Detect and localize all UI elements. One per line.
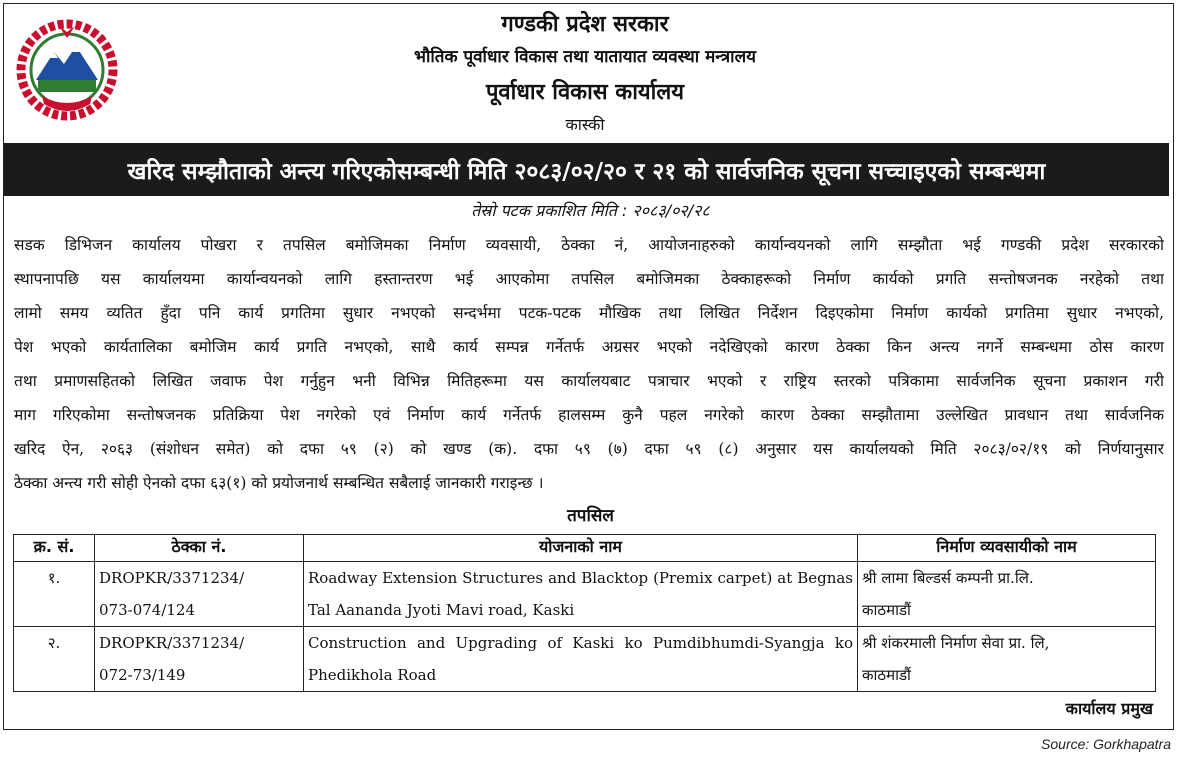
schedule-title: तपसिल — [567, 506, 614, 526]
source-credit: Source: Gorkhapatra — [1041, 736, 1171, 752]
col-contractor-name: निर्माण व्यवसायीको नाम — [858, 535, 1156, 562]
contract-no-part: 072-73/149 — [99, 666, 186, 684]
published-date: तेस्रो पटक प्रकाशित मिति : २०८३/०२/२८ — [471, 201, 710, 220]
row-contract-no — [95, 562, 304, 627]
row-serial: २. — [14, 627, 95, 692]
notice-title: खरिद सम्झौताको अन्त्य गरिएकोसम्बन्धी मिति २०८३/०२/२० र २१ को सार्वजनिक सूचना सच्चाइएको सम्बन्धमा — [127, 158, 1046, 185]
body-line: तथा प्रमाणसहितको लिखित जवाफ पेश गर्नुहुन भनी विभिन्न मितिहरूमा यस कार्यालयबाट पत्राचार भएको र राष्ट्रिय स्तरको पत्रिकामा सार्वजनिक सूचना प्रकाशन गरी — [14, 372, 1164, 390]
schedule-table — [13, 534, 1156, 692]
header-office: पूर्वाधार विकास कार्यालय — [485, 80, 685, 105]
contractor-city: काठमाडौं — [862, 601, 911, 619]
row-project-name: Roadway Extension Structures and Blacktop (Premix carpet) at Begnas Tal Aananda Jyoti Mavi road, Kaski — [304, 562, 858, 627]
body-line: सडक डिभिजन कार्यालय पोखरा र तपसिल बमोजिमका निर्माण व्यवसायी, ठेक्का नं, आयोजनाहरुको कार्यान्वयनको लागि सम्झौता भई गण्डकी प्रदेश सरकारको — [14, 236, 1164, 254]
col-project-name: योजनाको नाम — [304, 535, 858, 562]
gandaki-province-emblem-icon — [14, 18, 120, 128]
header-district: कास्की — [565, 115, 605, 134]
body-line: खरिद ऐन, २०६३ (संशोधन समेत) को दफा ५९ (२) को खण्ड (क). दफा ५९ (७) दफा ५९ (८) अनुसार यस कार्यालयको मिति २०८३/०२/१९ को निर्णयानुसार — [14, 440, 1164, 458]
notice-title-banner — [4, 143, 1169, 196]
contract-no-part: 073-074/124 — [99, 601, 196, 619]
contractor-city: काठमाडौं — [862, 666, 911, 684]
body-line: लामो समय व्यतित हुँदा पनि कार्य प्रगतिमा सुधार नभएको सन्दर्भमा पटक-पटक मौखिक तथा लिखित निर्देशन दिइएकोमा निर्माण कार्यको प्रगतिमा सुधार नभएको, — [14, 304, 1164, 322]
contract-no-part: DROPKR/3371234/ — [99, 569, 245, 587]
body-line: ठेक्का अन्त्य गरी सोही ऐनको दफा ६३(१) को प्रयोजनार्थ सम्बन्धित सबैलाई जानकारी गराइन्छ । — [14, 474, 544, 492]
row-serial: १. — [14, 562, 95, 627]
body-line: माग गरिएकोमा सन्तोषजनक प्रतिक्रिया पेश नगरेको एवं निर्माण कार्य गर्नेतर्फ हालसम्म कुनै पहल नगरेको कारण ठेक्का सम्झौतामा उल्लेखित प्रावधान तथा सार्वजनिक — [14, 406, 1164, 424]
row-contractor-name — [858, 627, 1156, 692]
row-contractor-name — [858, 562, 1156, 627]
contractor-name: श्री शंकरमाली निर्माण सेवा प्रा. लि, — [862, 634, 1050, 652]
contractor-name: श्री लामा बिल्डर्स कम्पनी प्रा.लि. — [862, 569, 1034, 587]
body-line: स्थापनापछि यस कार्यालयमा कार्यान्वयनको लागि हस्तान्तरण भई आएकोमा तपसिल बमोजिमका ठेक्काहरूको निर्माण कार्यको प्रगति सन्तोषजनक नरहेको तथा — [14, 270, 1164, 288]
contract-no-part: DROPKR/3371234/ — [99, 634, 245, 652]
office-chief-signature: कार्यालय प्रमुख — [1065, 699, 1153, 718]
notice-body — [14, 228, 1164, 500]
table-row — [14, 627, 1156, 692]
body-line: पेश भएको कार्यतालिका बमोजिम कार्य प्रगति नभएको, साथै कार्य सम्पन्न गर्नेतर्फ अग्रसर भएको नदेखिएको कारण ठेक्का किन अन्त्य नगर्ने सम्बन्धमा ठोस कारण — [14, 338, 1164, 356]
row-project-name: Construction and Upgrading of Kaski ko Pumdibhumdi-Syangja ko Phedikhola Road — [304, 627, 858, 692]
col-contract-no: ठेक्का नं. — [95, 535, 304, 562]
header-ministry: भौतिक पूर्वाधार विकास तथा यातायात व्यवस्था मन्त्रालय — [414, 47, 756, 67]
col-serial: क्र. सं. — [14, 535, 95, 562]
row-contract-no — [95, 627, 304, 692]
table-header-row — [14, 535, 1156, 562]
header-government: गण्डकी प्रदेश सरकार — [501, 12, 669, 37]
table-row — [14, 562, 1156, 627]
